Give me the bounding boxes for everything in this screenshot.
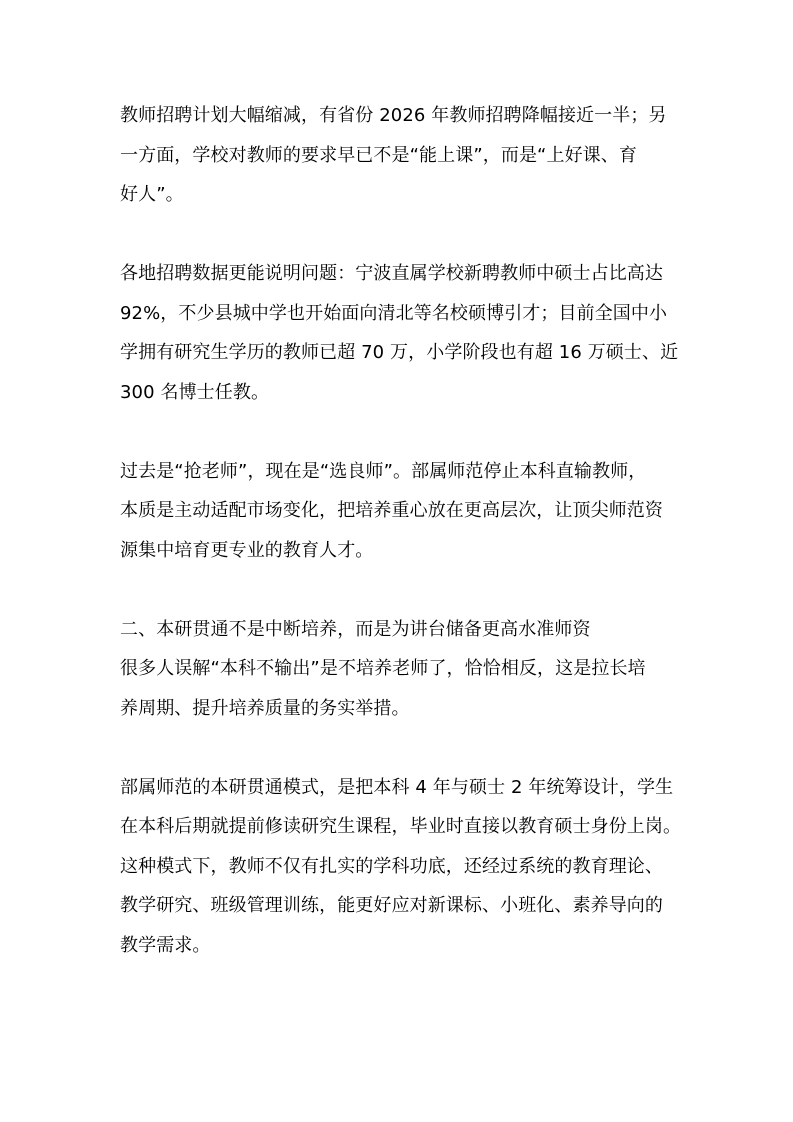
text-line: 300 名博士任教。 [120, 381, 270, 403]
paragraph-gap [120, 570, 680, 610]
text-line: 过去是“抢老师”，现在是“选良师”。部属师范停止本科直输教师， [120, 460, 647, 482]
text-line: 好人”。 [120, 184, 184, 205]
text-line: 养周期、提升培养质量的务实举措。 [120, 697, 410, 719]
text-line: 各地招聘数据更能说明问题：宁波直属学校新聘教师中硕士占比高达 [120, 263, 663, 284]
text-line: 在本科后期就提前修读研究生课程，毕业时直接以教育硕士身份上岗。 [120, 816, 682, 837]
paragraph-gap [120, 412, 680, 452]
text-line: 教学研究、班级管理训练，能更好应对新课标、小班化、素养导向的 [120, 895, 663, 916]
text-line: 部属师范的本研贯通模式，是把本科 4 年与硕士 2 年统筹设计，学生 [120, 776, 674, 798]
text-line: 学拥有研究生学历的教师已超 70 万，小学阶段也有超 16 万硕士、近 [120, 342, 679, 363]
paragraph-1 [120, 96, 680, 215]
section-heading: 二、本研贯通不是中断培养，而是为讲台储备更高水准师资 [120, 618, 591, 640]
text-line: 本质是主动适配市场变化，把培养重心放在更高层次，让顶尖师范资 [120, 500, 663, 521]
paragraph-2 [120, 254, 680, 412]
text-line: 一方面，学校对教师的要求早已不是“能上课”，而是“上好课、育 [120, 144, 637, 166]
paragraph-gap [120, 215, 680, 255]
paragraph-gap [120, 728, 680, 768]
text-line: 这种模式下，教师不仅有扎实的学科功底，还经过系统的教育理论、 [120, 855, 663, 877]
text-line: 92%，不少县城中学也开始面向清北等名校硕博引才；目前全国中小 [120, 302, 668, 324]
paragraph-5 [120, 768, 680, 966]
text-line: 教师招聘计划大幅缩减，有省份 2026 年教师招聘降幅接近一半；另 [120, 105, 667, 126]
text-line: 教学需求。 [120, 934, 211, 956]
paragraph-4 [120, 610, 680, 729]
document-body [120, 96, 680, 965]
text-line: 源集中培育更专业的教育人才。 [120, 539, 374, 561]
paragraph-3 [120, 452, 680, 571]
text-line: 很多人误解“本科不输出”是不培养老师了，恰恰相反，这是拉长培 [120, 658, 646, 679]
